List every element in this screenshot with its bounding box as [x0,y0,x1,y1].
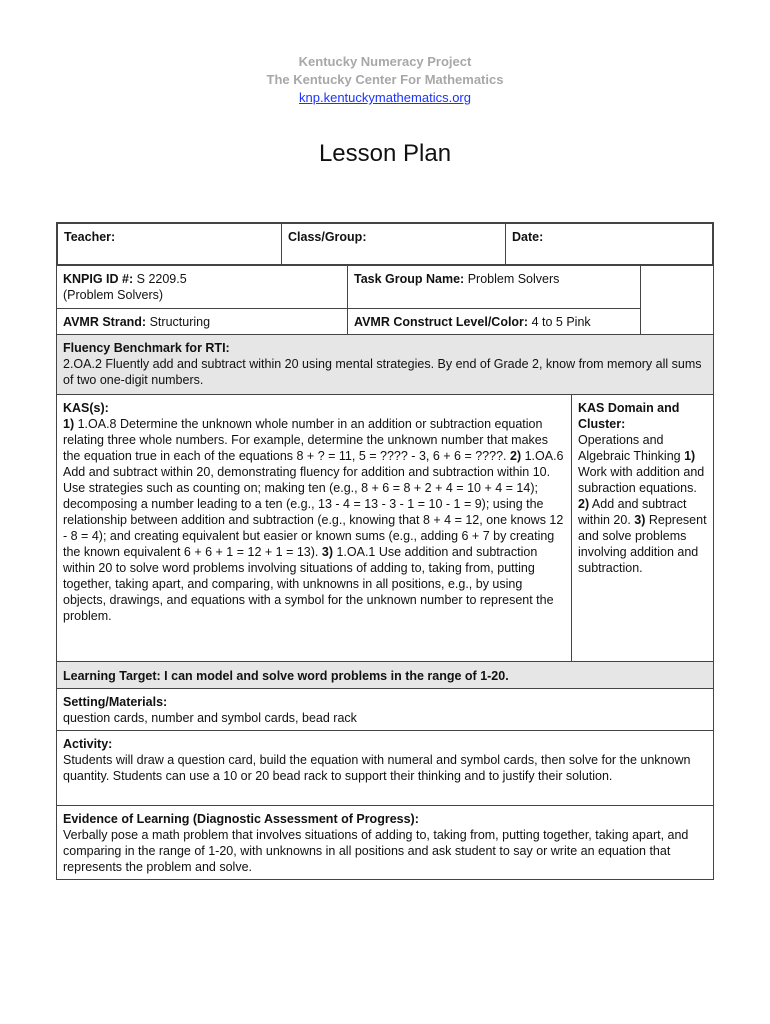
date-field[interactable]: Date: [512,230,544,244]
class-group-field[interactable]: Class/Group: [282,224,506,264]
kas-domain-label: KAS Domain and Cluster: [578,401,680,431]
teacher-field[interactable]: Teacher: [58,224,282,264]
fluency-label: Fluency Benchmark for RTI: [63,341,230,355]
setting-materials-cell [56,688,714,731]
kas-domain-num-3: 3) [634,513,646,527]
kas-num-1: 1) [63,417,75,431]
kas-cell [56,394,572,662]
activity-label: Activity: [63,737,113,751]
avmr-construct-label: AVMR Construct Level/Color: [354,315,529,329]
knpig-label: KNPIG ID #: [63,272,134,286]
setting-label: Setting/Materials: [63,695,168,709]
kas-num-3: 3) [321,545,333,559]
center-name: The Kentucky Center For Mathematics [266,72,504,87]
knpig-id-cell [56,265,348,309]
kas-num-2: 2) [510,449,522,463]
fluency-benchmark-cell [56,334,714,395]
avmr-strand-label: AVMR Strand: [63,315,147,329]
activity-cell [56,730,714,806]
kas-domain-cell [571,394,714,662]
kas-domain-cluster-3: Represent and solve problems involving addition and subtraction. [578,513,707,575]
avmr-strand-cell [56,308,348,335]
kas-domain-cluster-2: Add and subtract within 20. [578,497,687,527]
kas-standard-3: 1.OA.1 Use addition and subtraction within 20 to solve word problems involving situations of adding to, taking from, putting together, taking apart, and comparing, with unknowns in all positions, e.g., by using objects, drawings, and equations with a symbol for the unknown number to represent the problem. [63,545,554,623]
avmr-strand-value: Structuring [149,315,211,329]
avmr-construct-cell [347,308,641,335]
knpig-value: S 2209.5 [136,272,187,286]
evidence-label: Evidence of Learning (Diagnostic Assessment of Progress): [63,812,419,826]
kas-label: KAS(s): [63,401,109,415]
fluency-text: 2.OA.2 Fluently add and subtract within 20 using mental strategies. By end of Grade 2, know from memory all sums of two one-digit numbers. [63,357,702,387]
kas-text [63,416,565,624]
kas-domain-num-2: 2) [578,497,590,511]
kas-domain-num-1: 1) [684,449,696,463]
kas-standard-1: 1.OA.8 Determine the unknown whole number in an addition or subtraction equation relating three whole numbers. For example, determine the unknown number that makes the equation true in each of the equations 8 + ? = 11, 5 = ???? - 3, 6 + 6 = ????. [63,417,548,463]
kas-domain-cluster-1: Work with addition and subraction equations. [578,465,705,495]
page-title: Lesson Plan [318,140,452,167]
project-name: Kentucky Numeracy Project [298,54,472,69]
knpig-sub: (Problem Solvers) [63,288,164,302]
website-link[interactable]: knp.kentuckymathematics.org [299,90,471,105]
evidence-text: Verbally pose a math problem that involves situations of adding to, taking from, putting together, taking apart, and comparing in the range of 1-20, with unknowns in all positions and ask student to say or write an equation that represents the problem and solve. [63,828,689,874]
avmr-construct-value: 4 to 5 Pink [531,315,591,329]
task-group-cell [347,265,641,309]
setting-text: question cards, number and symbol cards, bead rack [63,711,357,725]
task-group-value: Problem Solvers [467,272,560,286]
learning-target-cell: Learning Target: I can model and solve word problems in the range of 1-20. [56,661,714,689]
activity-text: Students will draw a question card, build the equation with numeral and symbol cards, then solve for the unknown quantity. Students can use a 10 or 20 bead rack to support their thinking and to justify their solution. [63,753,691,783]
evidence-cell [56,805,714,880]
task-group-label: Task Group Name: [354,272,465,286]
kas-domain-text [578,432,707,576]
kas-domain-name: Operations and Algebraic Thinking [578,433,685,463]
kas-standard-2: 1.OA.6 Add and subtract within 20, demonstrating fluency for addition and subtraction within 10. Use strategies such as counting on; making ten (e.g., 8 + 6 = 8 + 2 + 4 = 10 + 4 = 14); decomposing a number leading to a ten (e.g., 13 - 4 = 13 - 3 - 1 = 10 - 1 = 9); using the relationship between addition and subtraction (e.g., knowing that 8 + 4 = 12, one knows 12 - 8 = 4); and creating equivalent but easier or known sums (e.g., adding 6 + 7 by creating the known equivalent 6 + 6 + 1 = 12 + 1 = 13). [63,449,564,559]
blank-cell [640,265,714,335]
